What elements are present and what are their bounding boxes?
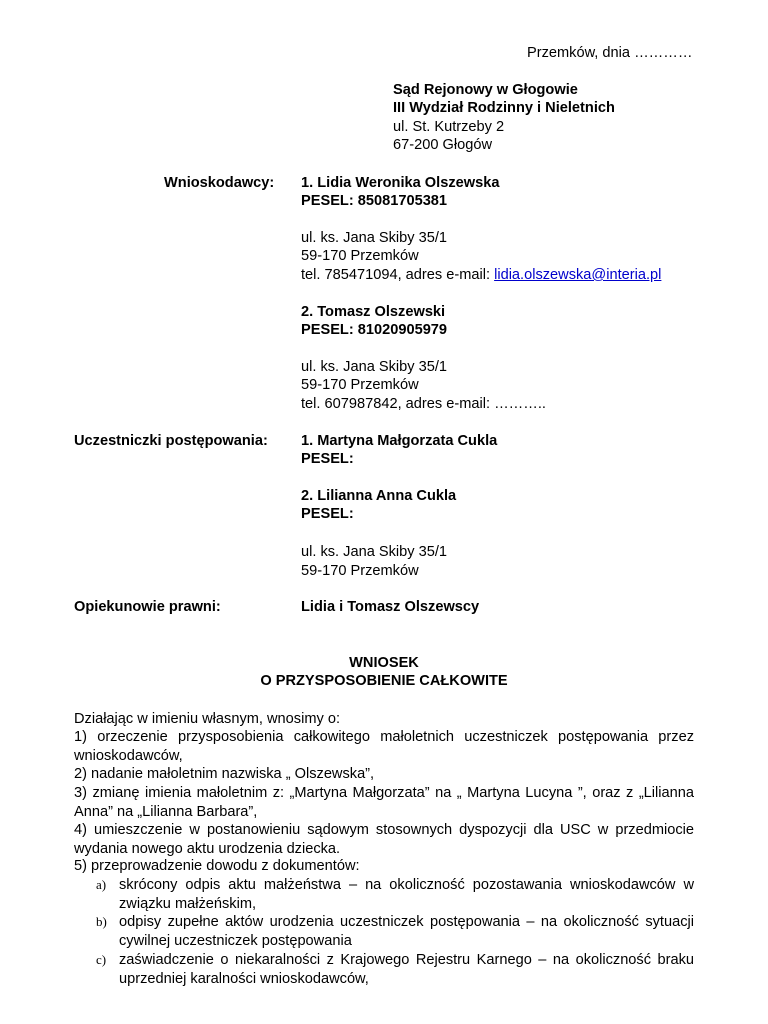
body-point-5: 5) przeprowadzenie dowodu z dokumentów: — [74, 858, 360, 874]
evidence-item-mark: a) — [96, 877, 107, 892]
evidence-item-text: odpisy zupełne aktów urodzenia uczestniczek postępowania – na okoliczność sytuacji cywilnej uczestniczek postępowania — [119, 914, 694, 949]
body-point-3: 3) zmianę imienia małoletnim z: „Martyna Małgorzata” na „ Martyna Lucyna ”, oraz z „Lilianna Anna” na „Lilianna Barbara”, — [74, 785, 694, 820]
applicants-label: Wnioskodawcy: — [164, 175, 275, 191]
evidence-item-mark: c) — [96, 952, 107, 967]
applicant-1-email-link[interactable]: lidia.olszewska@interia.pl — [494, 267, 662, 283]
participant-2-name: 2. Lilianna Anna Cukla — [301, 488, 457, 504]
evidence-item-mark: b) — [96, 914, 107, 929]
evidence-item — [96, 913, 694, 950]
applicant-1-city: 59-170 Przemków — [301, 248, 419, 264]
applicant-1-street: ul. ks. Jana Skiby 35/1 — [301, 230, 448, 246]
court-department: III Wydział Rodzinny i Nieletnich — [393, 100, 615, 116]
evidence-item-text: skrócony odpis aktu małżeństwa – na okoliczność pozostawania wnioskodawców w związku małżeńskim, — [119, 877, 694, 912]
applicant-2-street: ul. ks. Jana Skiby 35/1 — [301, 359, 448, 375]
document-title: WNIOSEK — [349, 655, 419, 671]
body-point-4: 4) umieszczenie w postanowieniu sądowym stosownych dyspozycji dla USC w przedmiocie wydania nowego aktu urodzenia dziecka. — [74, 822, 694, 857]
court-city: 67-200 Głogów — [393, 137, 492, 153]
applicant-2-pesel: PESEL: 81020905979 — [301, 322, 448, 338]
document-subtitle: O PRZYSPOSOBIENIE CAŁKOWITE — [260, 673, 508, 689]
participants-street: ul. ks. Jana Skiby 35/1 — [301, 544, 448, 560]
participants-label: Uczestniczki postępowania: — [74, 433, 268, 449]
evidence-item-text: zaświadczenie o niekaralności z Krajowego Rejestru Karnego – na okoliczność braku uprzedniej karalności wnioskodawców, — [119, 952, 694, 987]
applicant-2-contact: tel. 607987842, adres e-mail: ……….. — [301, 396, 546, 412]
applicant-2-city: 59-170 Przemków — [301, 377, 419, 393]
court-street: ul. St. Kutrzeby 2 — [393, 119, 505, 135]
place-date: Przemków, dnia ………… — [527, 45, 693, 61]
participant-1-name: 1. Martyna Małgorzata Cukla — [301, 433, 498, 449]
evidence-item — [96, 876, 694, 913]
participant-2-pesel: PESEL: — [301, 506, 354, 522]
evidence-item — [96, 951, 694, 988]
body-intro: Działając w imieniu własnym, wnosimy o: — [74, 711, 341, 727]
guardians-label: Opiekunowie prawni: — [74, 599, 221, 615]
applicant-1-contact-prefix: tel. 785471094, adres e-mail: — [301, 267, 495, 283]
court-name: Sąd Rejonowy w Głogowie — [393, 82, 578, 98]
guardians-value: Lidia i Tomasz Olszewscy — [301, 599, 480, 615]
participants-city: 59-170 Przemków — [301, 563, 419, 579]
applicant-2-name: 2. Tomasz Olszewski — [301, 304, 446, 320]
participant-1-pesel: PESEL: — [301, 451, 354, 467]
applicant-1-contact — [301, 266, 661, 284]
applicant-1-name: 1. Lidia Weronika Olszewska — [301, 175, 500, 191]
applicant-1-pesel: PESEL: 85081705381 — [301, 193, 448, 209]
body-point-1: 1) orzeczenie przysposobienia całkowitego małoletnich uczestniczek postępowania przez wnioskodawców, — [74, 729, 694, 764]
body-point-2: 2) nadanie małoletnim nazwiska „ Olszewska”, — [74, 766, 375, 782]
